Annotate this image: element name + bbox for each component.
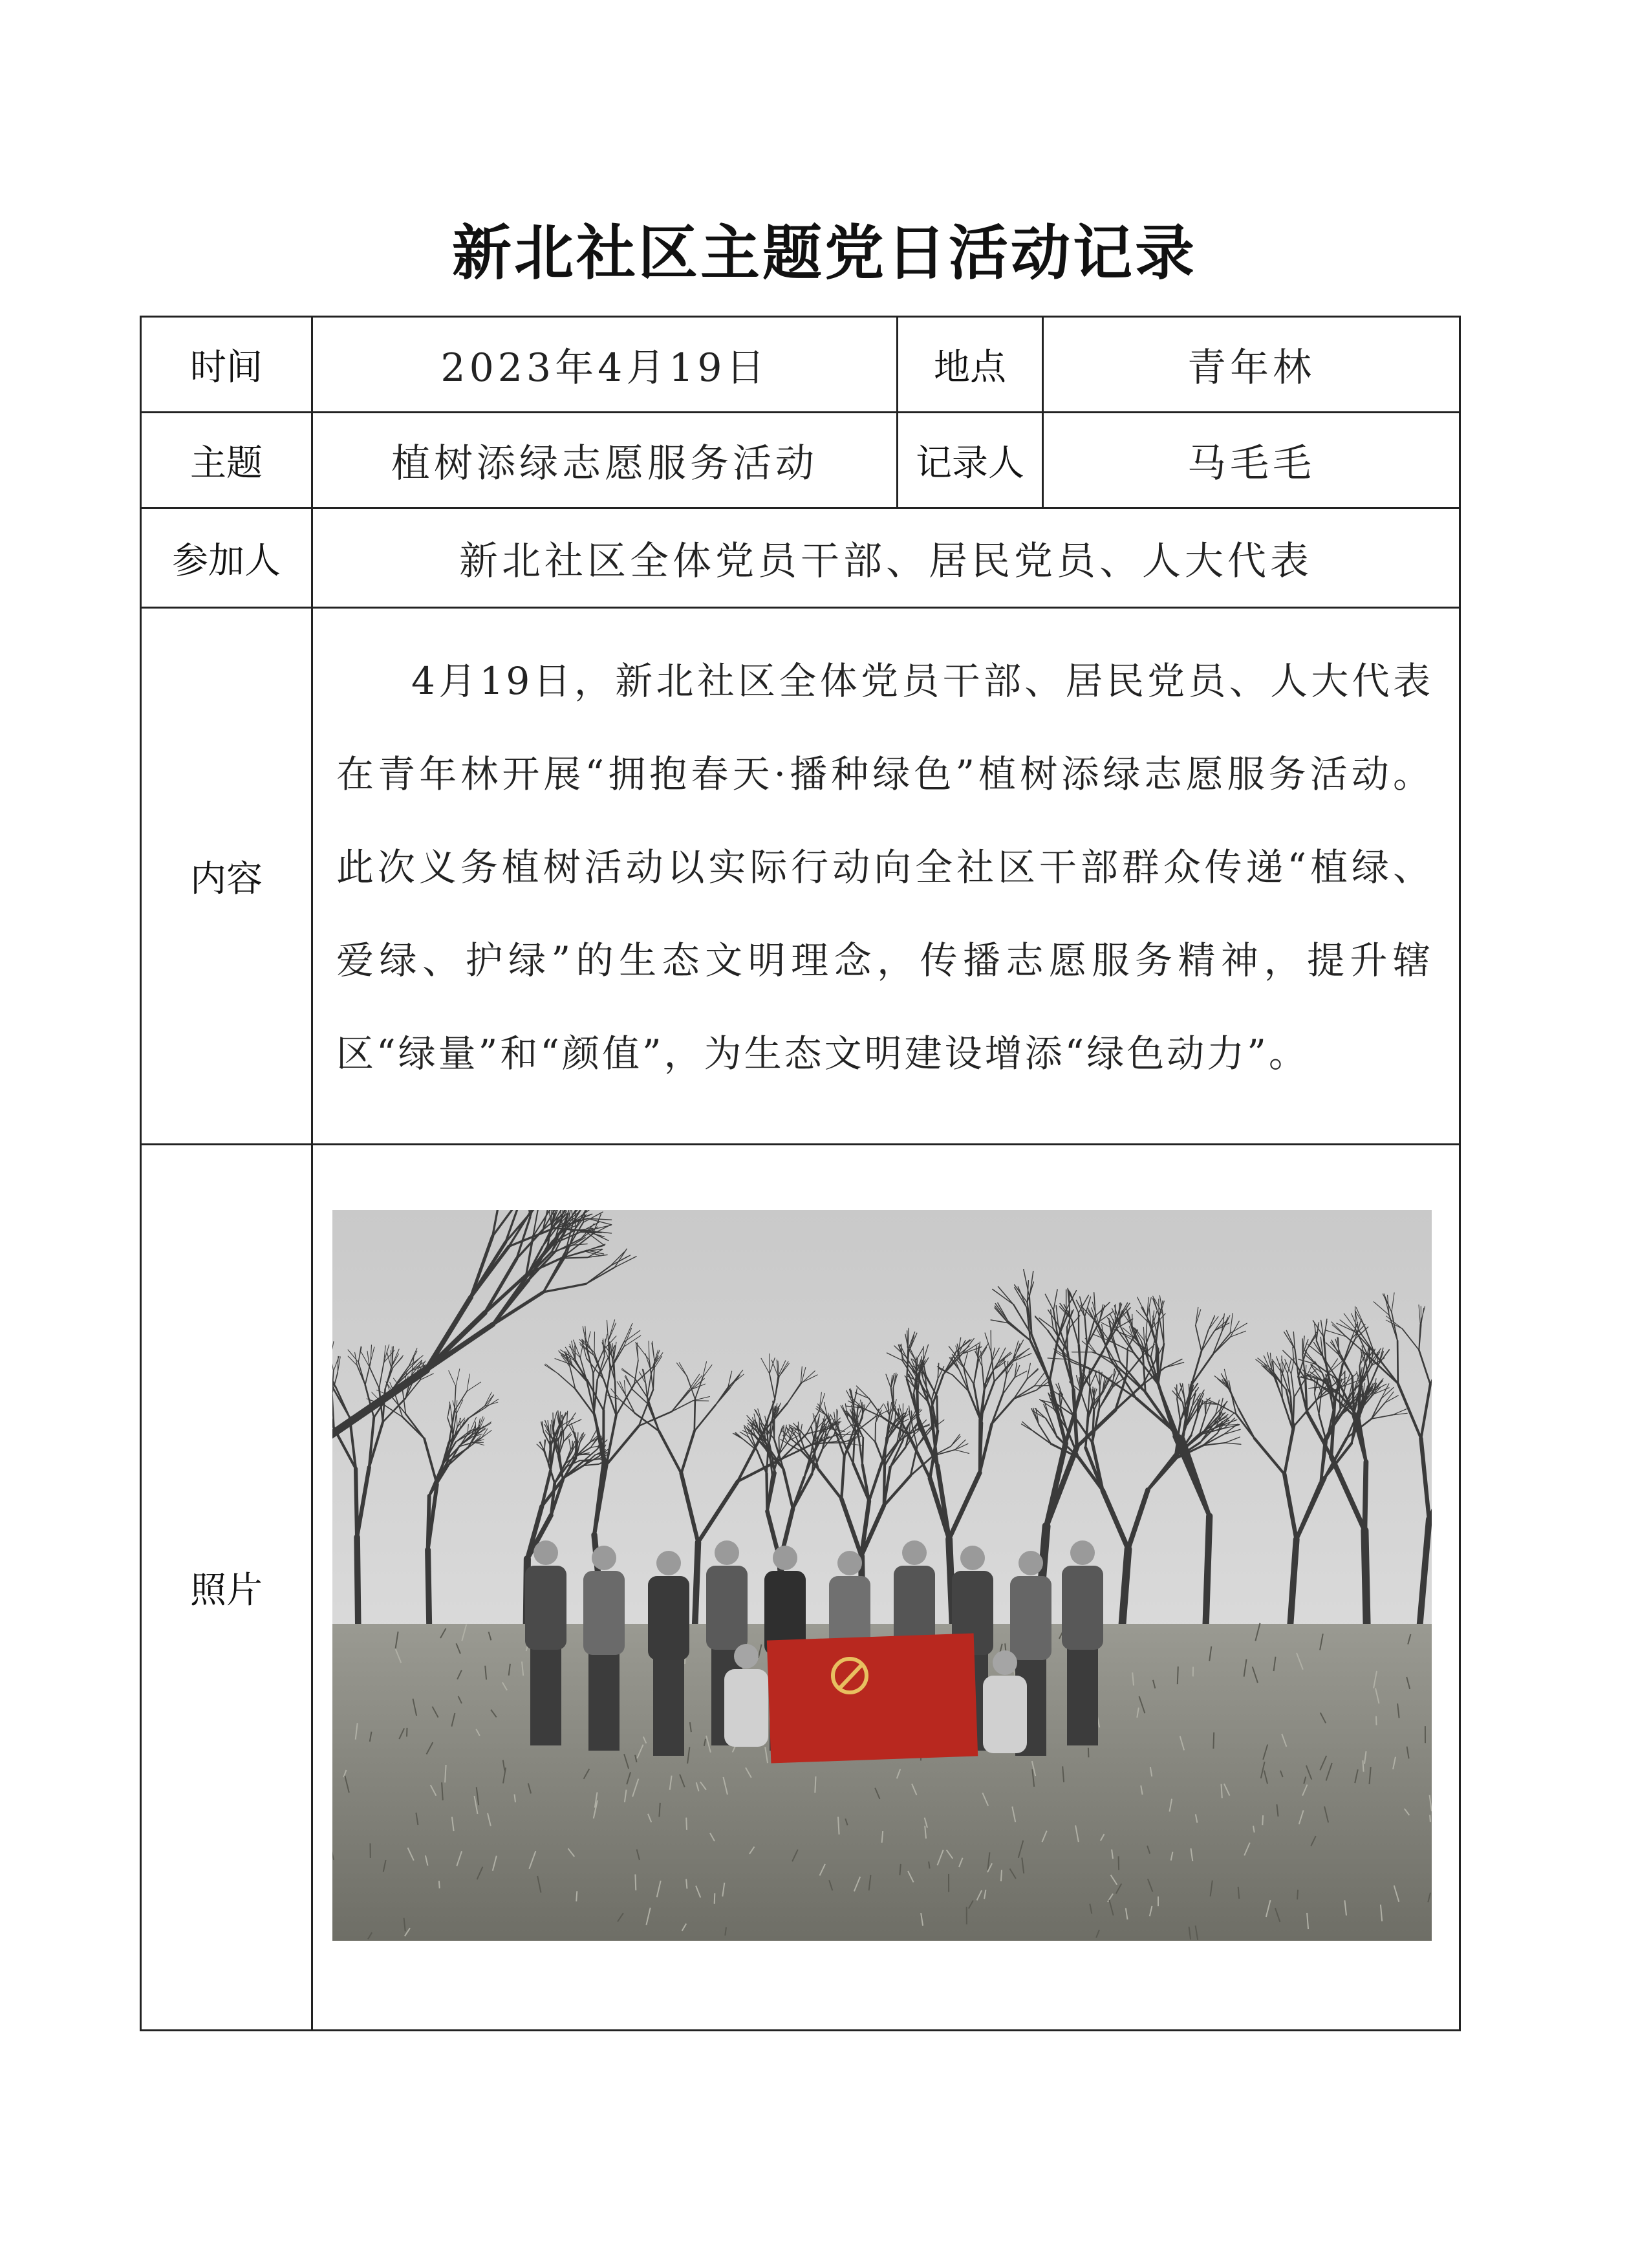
photo-cell: [312, 1145, 1460, 2031]
participants-label: 参加人: [141, 508, 312, 608]
group-photo-image: [332, 1210, 1432, 1941]
photo-row: [141, 1145, 1460, 2031]
theme-row: [141, 413, 1460, 508]
person-figure: [1062, 1540, 1103, 1745]
recorder-label: 记录人: [898, 413, 1043, 508]
theme-value: 植树添绿志愿服务活动: [312, 413, 898, 508]
place-value: 青年林: [1043, 317, 1460, 413]
participants-row: [141, 508, 1460, 608]
participants-value: 新北社区全体党员干部、居民党员、人大代表: [312, 508, 1460, 608]
place-label: 地点: [898, 317, 1043, 413]
time-value: 2023年4月19日: [312, 317, 898, 413]
person-figure: [525, 1540, 566, 1745]
activity-record-table: [140, 316, 1461, 2031]
party-flag: [767, 1633, 978, 1763]
document-title: 新北社区主题党日活动记录: [451, 219, 1197, 288]
recorder-value: 马毛毛: [1043, 413, 1460, 508]
content-cell: [312, 608, 1460, 1145]
content-label: 内容: [141, 608, 312, 1145]
photo-label: 照片: [141, 1145, 312, 2031]
person-figure: [583, 1546, 625, 1751]
activity-photo: [332, 1210, 1432, 1941]
content-text: 4月19日，新北社区全体党员干部、居民党员、人大代表在青年林开展“拥抱春天·播种绿色”植树添绿志愿服务活动。此次义务植树活动以实际行动向全社区干部群众传递“植绿、爱绿、护绿”的生态文明理念，传播志愿服务精神，提升辖区“绿量”和“颜值”，为生态文明建设增添“绿色动力”。: [336, 659, 1433, 1075]
content-row: [141, 608, 1460, 1145]
theme-label: 主题: [141, 413, 312, 508]
time-label: 时间: [141, 317, 312, 413]
time-row: [141, 317, 1460, 413]
person-figure: [648, 1551, 689, 1756]
